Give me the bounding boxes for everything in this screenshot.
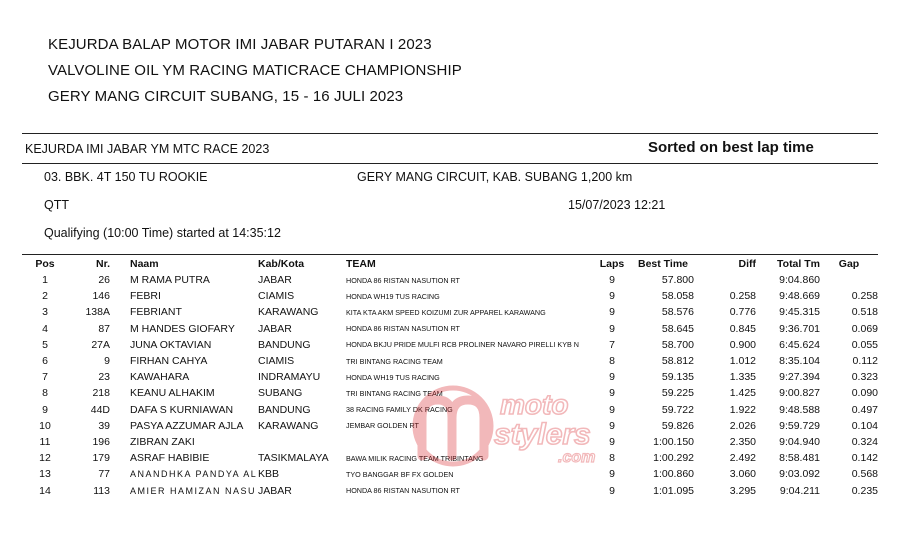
- cell-total: 9:45.315: [779, 306, 820, 319]
- header-line-2: VALVOLINE OIL YM RACING MATICRACE CHAMPIONSHIP: [48, 62, 462, 79]
- cell-laps: 9: [609, 468, 615, 481]
- cell-best: 59.826: [661, 419, 694, 432]
- cell-pos: 4: [42, 322, 48, 335]
- col-nr-header: Nr.: [95, 258, 110, 270]
- cell-pos: 11: [39, 435, 51, 448]
- cell-best: 58.700: [661, 338, 694, 351]
- cell-pos: 14: [39, 484, 51, 497]
- cell-gap: 0.324: [851, 435, 878, 448]
- cell-name: KEANU ALHAKIM: [130, 387, 215, 400]
- cell-best: 58.645: [661, 322, 694, 335]
- cell-nr: 44D: [90, 403, 110, 416]
- race-title: KEJURDA IMI JABAR YM MTC RACE 2023: [25, 142, 270, 156]
- cell-team: HONDA 86 RISTAN NASUTION RT: [346, 275, 460, 285]
- cell-diff: [704, 272, 756, 288]
- watermark-text-moto: moto: [500, 389, 569, 420]
- cell-best: 1:00.150: [653, 435, 694, 448]
- cell-nr: 196: [92, 435, 110, 448]
- cell-team: TRI BINTANG RACING TEAM: [346, 356, 443, 366]
- cell-diff: 1.335: [729, 371, 756, 384]
- table-row: [20, 466, 888, 482]
- cell-pos: 13: [39, 468, 51, 481]
- cell-laps: 9: [609, 484, 615, 497]
- col-total-header: Total Tm: [777, 258, 820, 270]
- cell-kab: KBB: [258, 468, 280, 481]
- cell-gap: 0.069: [851, 322, 878, 335]
- cell-total: 8:35.104: [779, 355, 820, 368]
- cell-nr: 146: [92, 290, 110, 303]
- cell-team: HONDA BKJU PRIDE MULFI RCB PROLINER NAVARO PIRELLI KYB N: [346, 340, 579, 350]
- cell-gap: 0.112: [852, 355, 878, 368]
- cell-kab: BANDUNG: [258, 338, 311, 351]
- circuit-info: GERY MANG CIRCUIT, KAB. SUBANG 1,200 km: [357, 170, 633, 184]
- cell-team: [346, 434, 592, 450]
- cell-diff: 1.425: [729, 387, 756, 400]
- table-row: [20, 402, 888, 418]
- cell-kab: JABAR: [258, 484, 292, 497]
- table-row: [20, 321, 888, 337]
- cell-diff: 2.026: [729, 419, 756, 432]
- cell-diff: 3.060: [729, 468, 756, 481]
- watermark-text-com: .com: [558, 449, 596, 466]
- cell-kab: [258, 434, 346, 450]
- table-row: [20, 482, 888, 498]
- cell-diff: 1.012: [729, 355, 756, 368]
- cell-pos: 5: [42, 338, 48, 351]
- col-gap-header: Gap: [838, 258, 860, 270]
- cell-best: 1:00.292: [653, 452, 694, 465]
- col-laps-header: Laps: [599, 258, 625, 270]
- cell-gap: 0.568: [851, 468, 878, 481]
- cell-name: FEBRIANT: [130, 306, 182, 319]
- cell-best: 58.576: [661, 306, 694, 319]
- cell-gap: 0.497: [851, 403, 878, 416]
- cell-kab: BANDUNG: [258, 403, 311, 416]
- cell-nr: 27A: [91, 338, 110, 351]
- cell-kab: CIAMIS: [258, 355, 295, 368]
- cell-pos: 6: [42, 355, 48, 368]
- mid-rule: [22, 163, 878, 164]
- cell-laps: 7: [609, 338, 615, 351]
- cell-team: TRI BINTANG RACING TEAM: [346, 388, 443, 398]
- cell-laps: 8: [609, 452, 615, 465]
- cell-gap: 0.142: [851, 452, 878, 465]
- cell-laps: 9: [609, 274, 615, 287]
- cell-best: 59.135: [661, 371, 694, 384]
- col-name-header: Naam: [130, 258, 159, 270]
- cell-best: 58.058: [661, 290, 694, 303]
- col-team-header: TEAM: [346, 258, 376, 270]
- cell-kab: JABAR: [258, 322, 292, 335]
- cell-team: HONDA WH19 TUS RACING: [346, 372, 440, 382]
- cell-nr: 23: [98, 371, 110, 384]
- cell-total: 8:58.481: [779, 452, 820, 465]
- cell-best: 57.800: [661, 274, 694, 287]
- cell-diff: 0.900: [729, 338, 756, 351]
- cell-name: ANANDHKA PANDYA AL: [130, 469, 258, 480]
- cell-name: AMIER HAMIZAN NASU: [130, 485, 257, 496]
- table-row: [20, 450, 888, 466]
- cell-nr: 9: [104, 355, 110, 368]
- cell-best: 59.722: [661, 403, 694, 416]
- cell-team: TYO BANGGAR BF FX GOLDEN: [346, 469, 454, 479]
- cell-pos: 7: [42, 371, 48, 384]
- table-rule: [22, 254, 878, 255]
- cell-total: 9:48.588: [779, 403, 820, 416]
- table-row: [20, 288, 888, 304]
- cell-total: 9:48.669: [779, 290, 820, 303]
- cell-laps: 8: [609, 355, 615, 368]
- cell-total: 6:45.624: [779, 338, 820, 351]
- cell-best: 59.225: [661, 387, 694, 400]
- cell-diff: 0.845: [729, 322, 756, 335]
- cell-kab: TASIKMALAYA: [258, 452, 329, 465]
- cell-name: FEBRI: [130, 290, 161, 303]
- cell-best: 58.812: [661, 355, 694, 368]
- table-row: [20, 337, 888, 353]
- cell-diff: 0.776: [729, 306, 756, 319]
- table-row: [20, 272, 888, 288]
- cell-nr: 26: [98, 274, 110, 287]
- col-kab-header: Kab/Kota: [258, 258, 305, 270]
- cell-diff: 0.258: [729, 290, 756, 303]
- cell-laps: 9: [609, 371, 615, 384]
- cell-name: ASRAF HABIBIE: [130, 452, 210, 465]
- cell-team: HONDA 86 RISTAN NASUTION RT: [346, 324, 460, 334]
- col-diff-header: Diff: [738, 258, 756, 270]
- cell-kab: KARAWANG: [258, 419, 319, 432]
- cell-laps: 9: [609, 322, 615, 335]
- col-pos-header: Pos: [35, 258, 55, 270]
- cell-pos: 9: [42, 403, 48, 416]
- cell-name: FIRHAN CAHYA: [130, 355, 208, 368]
- class-name: 03. BBK. 4T 150 TU ROOKIE: [44, 170, 208, 184]
- cell-gap: [820, 272, 888, 288]
- cell-laps: 9: [609, 387, 615, 400]
- cell-name: M HANDES GIOFARY: [130, 322, 235, 335]
- cell-gap: 0.323: [851, 371, 878, 384]
- cell-total: 9:04.860: [779, 274, 820, 287]
- cell-kab: SUBANG: [258, 387, 303, 400]
- cell-nr: 39: [98, 419, 110, 432]
- cell-name: PASYA AZZUMAR AJLA: [130, 419, 244, 432]
- cell-team: HONDA 86 RISTAN NASUTION RT: [346, 486, 460, 496]
- cell-team: 38 RACING FAMILY DK RACING: [346, 405, 453, 415]
- cell-pos: 12: [39, 452, 51, 465]
- cell-gap: 0.235: [851, 484, 878, 497]
- top-rule: [22, 133, 878, 134]
- cell-kab: KARAWANG: [258, 306, 319, 319]
- cell-total: 9:03.092: [779, 468, 820, 481]
- session-datetime: 15/07/2023 12:21: [568, 198, 666, 212]
- cell-laps: 9: [609, 419, 615, 432]
- results-table: [20, 256, 888, 499]
- cell-nr: 179: [92, 452, 110, 465]
- cell-total: 9:36.701: [779, 322, 820, 335]
- cell-team: JEMBAR GOLDEN RT: [346, 421, 419, 431]
- header-line-3: GERY MANG CIRCUIT SUBANG, 15 - 16 JULI 2023: [48, 88, 404, 105]
- qualifying-info: Qualifying (10:00 Time) started at 14:35:12: [44, 226, 281, 240]
- cell-gap: 0.518: [851, 306, 878, 319]
- cell-best: 1:01.095: [653, 484, 694, 497]
- header-line-1: KEJURDA BALAP MOTOR IMI JABAR PUTARAN I 2023: [48, 36, 432, 53]
- table-row: [20, 434, 888, 450]
- cell-pos: 8: [42, 387, 48, 400]
- col-best-header: Best Time: [638, 258, 688, 270]
- cell-gap: 0.055: [851, 338, 878, 351]
- cell-nr: 218: [92, 387, 110, 400]
- cell-total: 9:00.827: [779, 387, 820, 400]
- cell-total: 9:27.394: [779, 371, 820, 384]
- cell-team: BAWA MILIK RACING TEAM TRIBINTANG: [346, 453, 484, 463]
- cell-kab: JABAR: [258, 274, 292, 287]
- sorted-label: Sorted on best lap time: [648, 139, 814, 156]
- session-label: QTT: [44, 198, 69, 212]
- table-row: [20, 418, 888, 434]
- cell-diff: 2.492: [729, 452, 756, 465]
- cell-laps: 9: [609, 290, 615, 303]
- cell-name: KAWAHARA: [130, 371, 190, 384]
- cell-team: HONDA WH19 TUS RACING: [346, 291, 440, 301]
- table-row: [20, 385, 888, 401]
- cell-nr: 87: [98, 322, 110, 335]
- cell-kab: INDRAMAYU: [258, 371, 321, 384]
- cell-kab: CIAMIS: [258, 290, 295, 303]
- cell-laps: 9: [609, 403, 615, 416]
- cell-best: 1:00.860: [653, 468, 694, 481]
- cell-laps: 9: [609, 435, 615, 448]
- cell-pos: 1: [42, 274, 48, 287]
- table-row: [20, 304, 888, 320]
- cell-total: 9:04.211: [779, 484, 820, 497]
- cell-team: KITA KTA AKM SPEED KOIZUMI ZUR APPAREL KARAWANG: [346, 307, 546, 317]
- table-row: [20, 353, 888, 369]
- cell-diff: 1.922: [729, 403, 756, 416]
- cell-name: JUNA OKTAVIAN: [130, 338, 212, 351]
- table-row: [20, 369, 888, 385]
- cell-pos: 10: [39, 419, 51, 432]
- cell-pos: 2: [42, 290, 48, 303]
- cell-name: M RAMA PUTRA: [130, 274, 210, 287]
- cell-gap: 0.104: [851, 419, 878, 432]
- cell-gap: 0.258: [851, 290, 878, 303]
- cell-name: DAFA S KURNIAWAN: [130, 403, 234, 416]
- cell-nr: 113: [93, 484, 110, 497]
- cell-gap: 0.090: [851, 387, 878, 400]
- cell-total: 9:59.729: [779, 419, 820, 432]
- cell-diff: 3.295: [729, 484, 756, 497]
- watermark-text-stylers: stylers: [494, 418, 591, 451]
- cell-laps: 9: [609, 306, 615, 319]
- cell-diff: 2.350: [729, 435, 756, 448]
- cell-nr: 77: [98, 468, 110, 481]
- cell-pos: 3: [42, 306, 48, 319]
- table-header-row: [20, 256, 888, 272]
- cell-nr: 138A: [85, 306, 110, 319]
- cell-total: 9:04.940: [779, 435, 820, 448]
- cell-name: ZIBRAN ZAKI: [130, 435, 195, 448]
